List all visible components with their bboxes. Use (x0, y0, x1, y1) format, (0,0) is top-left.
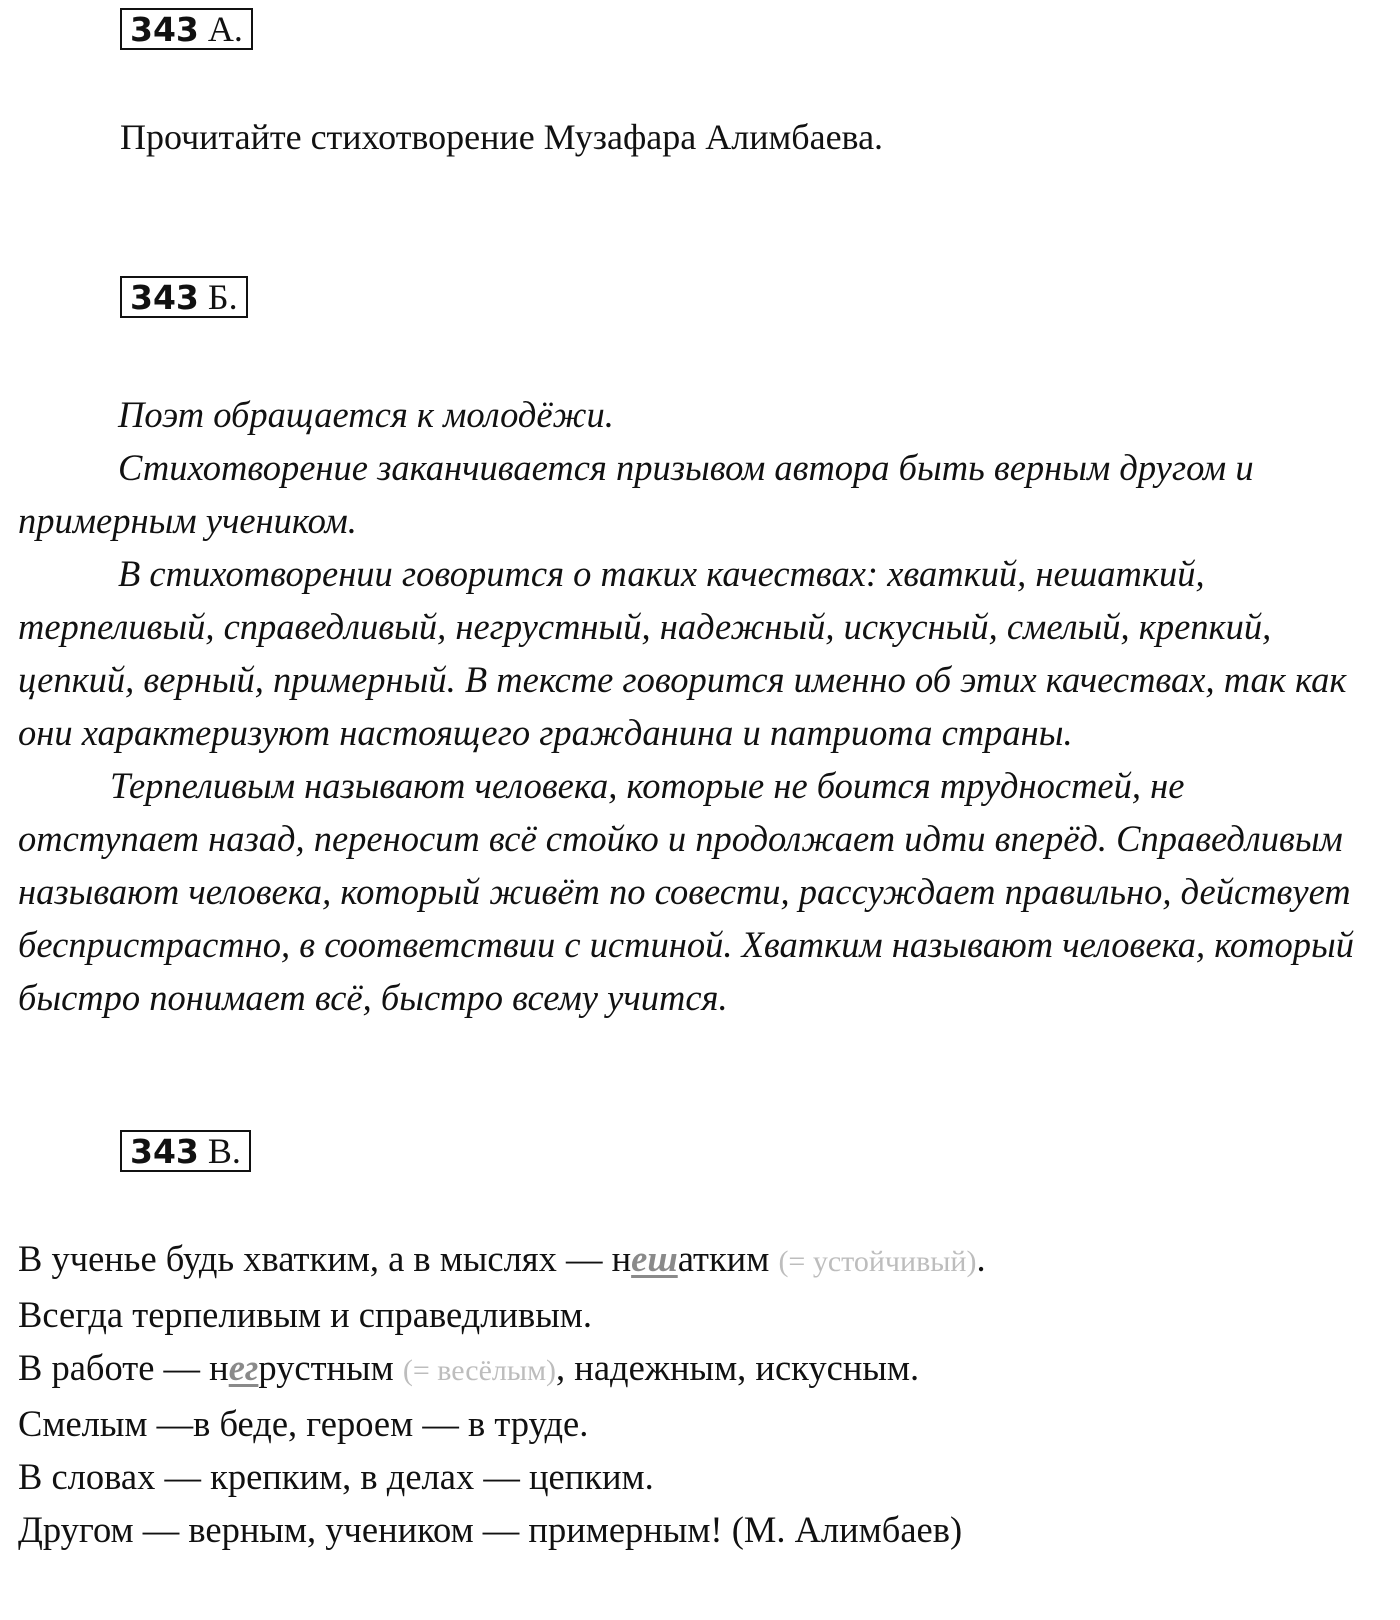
poem (18, 1232, 986, 1556)
poem-text: рустным (258, 1347, 394, 1388)
poem-line: Другом — верным, учеником — примерным! (М. Алимбаев) (18, 1509, 963, 1550)
poem-line (18, 1341, 986, 1397)
answer-paragraph: Поэт обращается к молодёжи. (118, 394, 614, 435)
exercise-number: 343 (130, 10, 199, 49)
answer-text (18, 388, 1368, 1024)
synonym-note: (= весёлым) (402, 1354, 557, 1387)
answer-paragraph: В стихотворении говорится о таких качествах: хваткий, нешаткий, терпеливый, справедливый, негрустный, надежный, искусный, смелый, крепкий, цепкий, верный, примерный. В тексте говорится именно об этих качествах, так как они характеризуют настоящего гражданина и патриота страны. (18, 553, 1347, 753)
poem-text: , надежным, искусным. (556, 1347, 920, 1388)
poem-line: Всегда терпеливым и справедливым. (18, 1294, 592, 1335)
answer-paragraph: Стихотворение заканчивается призывом автора быть верным другом и примерным учеником. (18, 447, 1254, 541)
poem-line (18, 1232, 986, 1288)
synonym-note: (= устойчивый) (778, 1245, 977, 1278)
instruction-text: Прочитайте стихотворение Музафара Алимбаева. (120, 117, 884, 157)
exercise-label-c (120, 1130, 251, 1172)
poem-line: Смелым —в беде, героем — в труде. (18, 1403, 589, 1444)
poem-text: атким (677, 1238, 770, 1279)
exercise-number: 343 (130, 278, 199, 317)
exercise-label-a (120, 8, 253, 50)
spelling-highlight: ег (228, 1347, 259, 1388)
answer-paragraph: Терпеливым называют человека, которые не боится трудностей, не отступает назад, переносит всё стойко и продолжает идти вперёд. Справедливым называют человека, который живёт по совести, рассуждает правильно, действует беспристрастно, в соответствии с истиной. Хватким называют человека, который быстро понимает всё, быстро всему учится. (18, 765, 1354, 1018)
exercise-label-b (120, 276, 248, 318)
exercise-letter: В. (207, 1131, 241, 1171)
exercise-number: 343 (130, 1132, 199, 1171)
exercise-letter: Б. (207, 277, 238, 317)
spelling-highlight: еш (631, 1238, 678, 1279)
poem-text: . (976, 1238, 986, 1279)
poem-text: В ученье будь хватким, а в мыслях — н (18, 1238, 632, 1279)
exercise-letter: А. (207, 9, 243, 49)
poem-text: В работе — н (18, 1347, 229, 1388)
poem-line: В словах — крепким, в делах — цепким. (18, 1456, 654, 1497)
